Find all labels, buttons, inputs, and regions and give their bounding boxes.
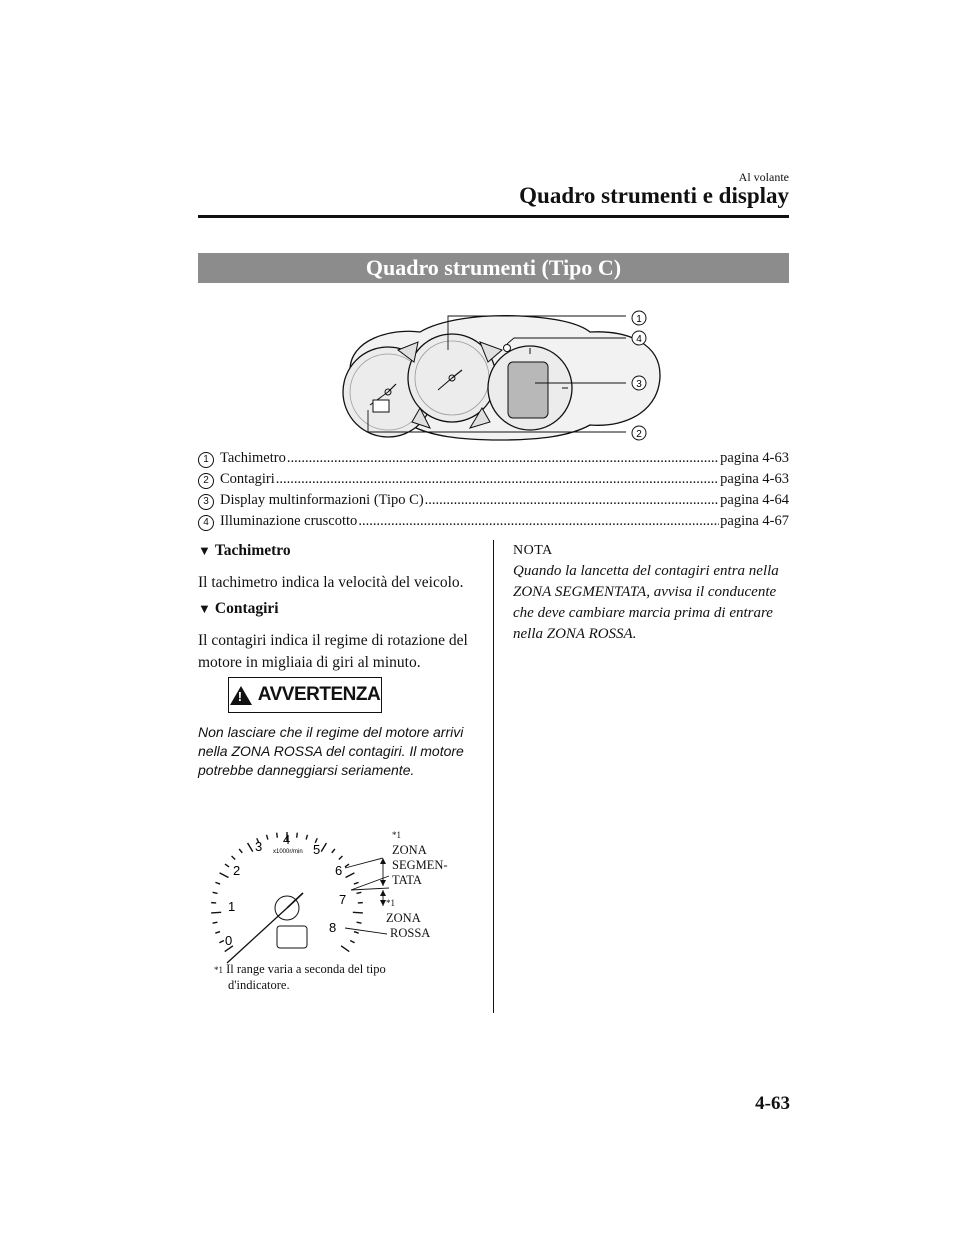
section-banner: Quadro strumenti (Tipo C) [198, 253, 789, 283]
tach-tick [220, 873, 229, 878]
zone-red-line1: ZONA [386, 911, 421, 925]
component-list [198, 450, 789, 534]
tach-tick [211, 912, 221, 913]
item-page: pagina 4-67 [720, 513, 789, 529]
running-header-section: Al volante [738, 170, 789, 184]
tach-tick [346, 873, 355, 878]
tach-tick [213, 892, 218, 893]
warning-icon: ! [230, 686, 252, 705]
tach-tick [321, 843, 326, 852]
tach-number: 7 [339, 892, 347, 907]
zone-segmented-line2: SEGMEN- [392, 858, 448, 872]
dot-leader [287, 450, 719, 467]
zone-segmented-line1: ZONA [392, 843, 427, 857]
item-label: Tachimetro [220, 450, 286, 466]
tach-tick [248, 843, 253, 852]
zone-segmented-label [392, 828, 448, 888]
callout-4: 4 [636, 334, 642, 345]
note-text: Quando la lancetta del contagiri entra nella ZONA SEGMENTATA, avvisa il conducente che deve cambiare marcia prima di entrare nella ZONA ROSSA. [513, 563, 779, 642]
item-number: 2 [198, 473, 214, 489]
tach-unit: x1000r/min [273, 849, 303, 855]
list-item [198, 492, 789, 513]
illumination-knob [504, 345, 511, 352]
list-item [198, 513, 789, 534]
tach-number: 5 [313, 842, 321, 857]
triangle-bullet-icon: ▼ [198, 543, 211, 558]
callout-2: 2 [636, 429, 642, 440]
tach-tick [232, 856, 236, 859]
tach-tick [350, 940, 354, 942]
tach-number: 0 [225, 933, 233, 948]
header-rule [198, 215, 789, 218]
dot-leader [425, 492, 719, 509]
tach-tick [215, 882, 220, 884]
tach-number: 4 [283, 832, 291, 847]
item-label: Display multinformazioni (Tipo C) [220, 492, 424, 508]
tach-tick [353, 912, 363, 913]
zone-red-line2: ROSSA [390, 926, 431, 940]
item-page: pagina 4-63 [720, 471, 789, 487]
tach-tick [354, 932, 359, 934]
footnote-marker: *1 [392, 830, 401, 840]
tach-tick [297, 833, 298, 838]
tach-tick [267, 835, 268, 840]
section-contagiri [198, 598, 473, 674]
warning-label: AVVERTENZA [257, 684, 381, 705]
instrument-cluster-illustration [330, 300, 670, 450]
tach-number: 8 [329, 920, 337, 935]
section-tachimetro [198, 540, 473, 594]
tach-tick [356, 892, 361, 893]
callout-1: 1 [636, 314, 642, 325]
tach-tick [339, 856, 343, 859]
footnote-line1: Il range varia a seconda del tipo [226, 962, 386, 976]
dot-leader [358, 513, 719, 530]
page-number: 4-63 [755, 1093, 790, 1114]
warning-box [228, 677, 382, 713]
tach-tick [225, 864, 229, 867]
zone-segmented-line3: TATA [392, 873, 422, 887]
item-label: Contagiri [220, 471, 275, 487]
note-title: NOTA [513, 543, 553, 558]
tach-tick [306, 835, 307, 840]
item-number: 1 [198, 452, 214, 468]
section-body: Il tachimetro indica la velocità del veicolo. [198, 574, 464, 591]
running-header-title: Quadro strumenti e display [519, 183, 789, 208]
footnote-line2: d'indicatore. [228, 978, 290, 992]
triangle-bullet-icon: ▼ [198, 601, 211, 616]
tach-tick [215, 932, 220, 934]
item-page: pagina 4-63 [720, 450, 789, 466]
tach-tick [239, 849, 242, 853]
dot-leader [276, 471, 719, 488]
zone-red-label [386, 896, 430, 941]
tach-tick [354, 882, 359, 884]
footnote-marker: *1 [214, 965, 223, 975]
item-number: 3 [198, 494, 214, 510]
tach-number: 3 [255, 839, 263, 854]
tach-tick [341, 946, 349, 952]
tach-tick [345, 864, 349, 867]
item-page: pagina 4-64 [720, 492, 789, 508]
column-divider [493, 540, 494, 1013]
list-item [198, 450, 789, 471]
tach-number: 6 [335, 863, 343, 878]
tach-tick [219, 940, 223, 942]
item-label: Illuminazione cruscotto [220, 513, 358, 529]
tachometer-footnote [214, 962, 386, 993]
footnote-marker: *1 [386, 898, 395, 908]
multi-display-screen [508, 362, 548, 418]
section-title: Tachimetro [214, 542, 291, 559]
tach-tick [357, 922, 362, 923]
tach-number: 1 [228, 899, 236, 914]
tach-number: 2 [233, 863, 241, 878]
item-number: 4 [198, 515, 214, 531]
section-body: Il contagiri indica il regime di rotazione del motore in migliaia di giri al minuto. [198, 632, 468, 671]
warning-text: Non lasciare che il regime del motore arrivi nella ZONA ROSSA del contagiri. Il motore potrebbe danneggiarsi seriamente. [198, 724, 464, 778]
callout-3: 3 [636, 379, 642, 390]
tach-tick [277, 833, 278, 838]
tach-tick [332, 849, 335, 853]
section-title: Contagiri [214, 600, 279, 617]
list-item [198, 471, 789, 492]
tach-tick [213, 922, 218, 923]
note-block [513, 540, 783, 645]
